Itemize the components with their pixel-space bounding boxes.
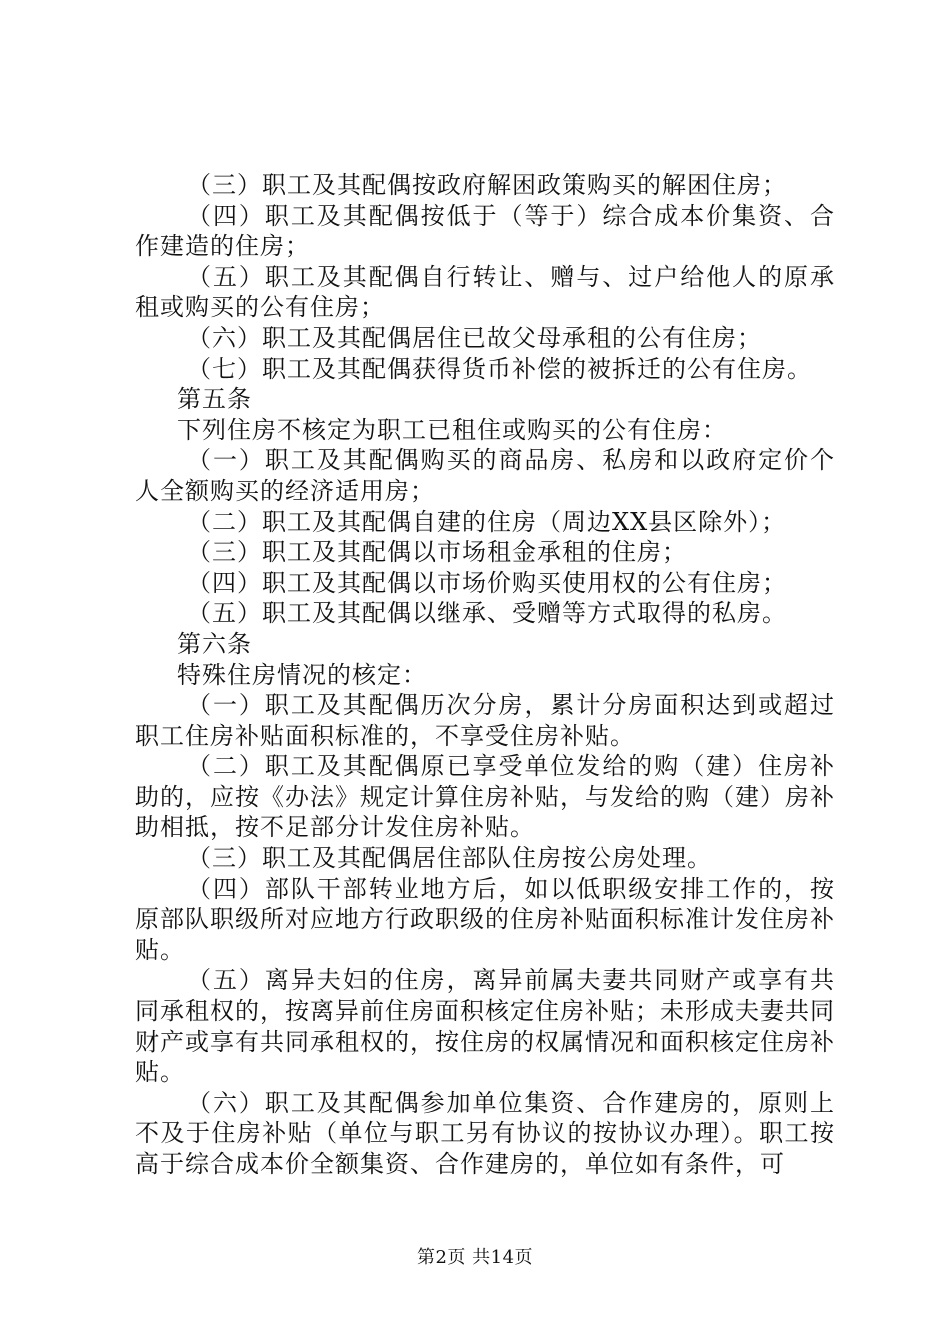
paragraph: （三）职工及其配偶居住部队住房按公房处理。 xyxy=(187,844,712,873)
paragraph: （三）职工及其配偶按政府解困政策购买的解困住房； xyxy=(187,171,787,199)
paragraph: （三）职工及其配偶以市场租金承租的住房； xyxy=(187,538,687,567)
document-body xyxy=(135,170,835,1180)
paragraph: （一）职工及其配偶历次分房，累计分房面积达到或超过职工住房补贴面积标准的，不享受住房补贴。 xyxy=(135,691,835,750)
article-lead: 下列住房不核定为职工已租住或购买的公有住房： xyxy=(177,415,727,444)
paragraph: （二）职工及其配偶自建的住房（周边XX县区除外）； xyxy=(187,507,787,536)
paragraph: （二）职工及其配偶原已享受单位发给的购（建）住房补助的，应按《办法》规定计算住房补贴，与发给的购（建）房补助相抵，按不足部分计发住房补贴。 xyxy=(135,752,835,842)
page-footer xyxy=(0,1243,950,1269)
article-heading: 第五条 xyxy=(177,385,252,414)
paragraph: （六）职工及其配偶居住已故父母承租的公有住房； xyxy=(187,323,762,352)
page-number-label: 第2页 共14页 xyxy=(416,1247,534,1268)
paragraph: （六）职工及其配偶参加单位集资、合作建房的，原则上不及于住房补贴（单位与职工另有协议的按协议办理）。职工按高于综合成本价全额集资、合作建房的，单位如有条件，可 xyxy=(135,1088,835,1178)
paragraph: （四）部队干部转业地方后，如以低职级安排工作的，按原部队职级所对应地方行政职级的住房补贴面积标准计发住房补贴。 xyxy=(135,874,835,964)
article-lead: 特殊住房情况的核定： xyxy=(177,660,427,689)
paragraph: （四）职工及其配偶以市场价购买使用权的公有住房； xyxy=(187,568,787,597)
paragraph: （七）职工及其配偶获得货币补偿的被拆迁的公有住房。 xyxy=(187,354,812,383)
paragraph: （五）离异夫妇的住房，离异前属夫妻共同财产或享有共同承租权的，按离异前住房面积核定住房补贴；未形成夫妻共同财产或享有共同承租权的，按住房的权属情况和面积核定住房补贴。 xyxy=(135,966,835,1087)
paragraph: （五）职工及其配偶以继承、受赠等方式取得的私房。 xyxy=(187,599,787,628)
paragraph: （五）职工及其配偶自行转让、赠与、过户给他人的原承租或购买的公有住房； xyxy=(135,262,835,322)
paragraph: （一）职工及其配偶购买的商品房、私房和以政府定价个人全额购买的经济适用房； xyxy=(135,446,835,505)
article-heading: 第六条 xyxy=(177,629,252,658)
paragraph: （四）职工及其配偶按低于（等于）综合成本价集资、合作建造的住房； xyxy=(135,201,835,261)
